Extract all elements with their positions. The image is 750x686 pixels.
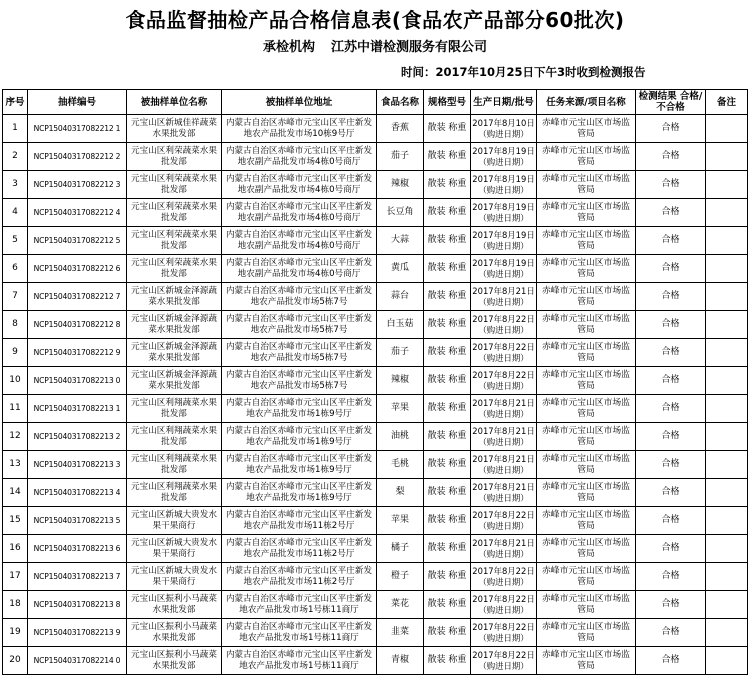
cell-no: 6	[3, 255, 28, 283]
cell-unit-address: 内蒙古自治区赤峰市元宝山区平庄新发地农产品批发市场11栋2号厅	[222, 535, 377, 563]
cell-sample-code: NCP15040317082212 6	[28, 255, 127, 283]
table-row	[3, 535, 748, 563]
cell-source: 赤峰市元宝山区市场监管局	[537, 535, 636, 563]
col-header-food: 食品名称	[377, 90, 424, 115]
cell-result: 合格	[636, 563, 706, 591]
cell-note	[706, 339, 748, 367]
cell-note	[706, 115, 748, 143]
cell-result: 合格	[636, 535, 706, 563]
cell-spec: 散装 称重	[424, 311, 471, 339]
cell-source: 赤峰市元宝山区市场监管局	[537, 311, 636, 339]
cell-sample-code: NCP15040317082213 1	[28, 395, 127, 423]
cell-source: 赤峰市元宝山区市场监管局	[537, 227, 636, 255]
cell-result: 合格	[636, 423, 706, 451]
cell-spec: 散装 称重	[424, 535, 471, 563]
cell-result: 合格	[636, 115, 706, 143]
cell-no: 18	[3, 591, 28, 619]
report-time: 时间：2017年10月25日下午3时收到检测报告	[401, 65, 646, 79]
cell-unit-name: 元宝山区利荣蔬菜水果批发部	[127, 171, 222, 199]
cell-date: 2017年8月21日（购进日期）	[471, 535, 537, 563]
cell-food-name: 毛桃	[377, 451, 424, 479]
table-row	[3, 171, 748, 199]
table-row	[3, 143, 748, 171]
cell-note	[706, 535, 748, 563]
cell-unit-address: 内蒙古自治区赤峰市元宝山区平庄新发地农产品批发市场1号栋11商厅	[222, 647, 377, 675]
cell-date: 2017年8月22日（购进日期）	[471, 367, 537, 395]
cell-food-name: 黄瓜	[377, 255, 424, 283]
cell-sample-code: NCP15040317082212 3	[28, 171, 127, 199]
inspection-org	[0, 36, 750, 55]
cell-sample-code: NCP15040317082212 1	[28, 115, 127, 143]
col-header-date: 生产日期/批号	[471, 90, 537, 115]
cell-note	[706, 479, 748, 507]
page-title: 食品监督抽检产品合格信息表(食品农产品部分60批次)	[125, 8, 625, 32]
cell-unit-address: 内蒙古自治区赤峰市元宝山区平庄新发地农产品批发市场1栋9号厅	[222, 479, 377, 507]
cell-spec: 散装 称重	[424, 619, 471, 647]
table-row	[3, 479, 748, 507]
cell-unit-address: 内蒙古自治区赤峰市元宝山区平庄新发地农产品批发市场5栋7号	[222, 283, 377, 311]
cell-food-name: 韭菜	[377, 619, 424, 647]
cell-no: 14	[3, 479, 28, 507]
cell-result: 合格	[636, 367, 706, 395]
cell-unit-name: 元宝山区新城佳祥蔬菜水果批发部	[127, 115, 222, 143]
cell-note	[706, 171, 748, 199]
cell-spec: 散装 称重	[424, 395, 471, 423]
cell-unit-name: 元宝山区利翔蔬菜水果批发部	[127, 395, 222, 423]
cell-spec: 散装 称重	[424, 339, 471, 367]
cell-unit-name: 元宝山区新城金泽源蔬菜水果批发部	[127, 311, 222, 339]
cell-food-name: 长豆角	[377, 199, 424, 227]
cell-date: 2017年8月21日（购进日期）	[471, 479, 537, 507]
cell-unit-address: 内蒙古自治区赤峰市元宝山区平庄新发地农产品批发市场1栋9号厅	[222, 395, 377, 423]
cell-unit-address: 内蒙古自治区赤峰市元宝山区平庄新发地农副产品批发市场4栋0号商厅	[222, 227, 377, 255]
cell-unit-address: 内蒙古自治区赤峰市元宝山区平庄新发地农产品批发市场11栋2号厅	[222, 563, 377, 591]
cell-unit-name: 元宝山区利荣蔬菜水果批发部	[127, 227, 222, 255]
cell-result: 合格	[636, 255, 706, 283]
cell-date: 2017年8月21日（购进日期）	[471, 395, 537, 423]
cell-sample-code: NCP15040317082213 6	[28, 535, 127, 563]
cell-unit-name: 元宝山区新城金泽源蔬菜水果批发部	[127, 367, 222, 395]
cell-note	[706, 507, 748, 535]
cell-result: 合格	[636, 283, 706, 311]
col-header-code: 抽样编号	[28, 90, 127, 115]
cell-spec: 散装 称重	[424, 563, 471, 591]
cell-note	[706, 143, 748, 171]
cell-unit-name: 元宝山区振利小马蔬菜水果批发部	[127, 619, 222, 647]
cell-unit-address: 内蒙古自治区赤峰市元宝山区平庄新发地农产品批发市场5栋7号	[222, 367, 377, 395]
cell-source: 赤峰市元宝山区市场监管局	[537, 423, 636, 451]
cell-food-name: 橙子	[377, 563, 424, 591]
cell-note	[706, 423, 748, 451]
cell-source: 赤峰市元宝山区市场监管局	[537, 647, 636, 675]
col-header-note: 备注	[706, 90, 748, 115]
cell-spec: 散装 称重	[424, 227, 471, 255]
cell-food-name: 白玉菇	[377, 311, 424, 339]
cell-sample-code: NCP15040317082212 9	[28, 339, 127, 367]
cell-unit-address: 内蒙古自治区赤峰市元宝山区平庄新发地农副产品批发市场4栋0号商厅	[222, 199, 377, 227]
cell-sample-code: NCP15040317082212 4	[28, 199, 127, 227]
cell-source: 赤峰市元宝山区市场监管局	[537, 171, 636, 199]
cell-date: 2017年8月19日（购进日期）	[471, 143, 537, 171]
table-row	[3, 451, 748, 479]
cell-food-name: 蒜台	[377, 283, 424, 311]
cell-sample-code: NCP15040317082212 2	[28, 143, 127, 171]
cell-food-name: 香蕉	[377, 115, 424, 143]
cell-unit-address: 内蒙古自治区赤峰市元宝山区平庄新发地农产品批发市场10栋9号厅	[222, 115, 377, 143]
cell-spec: 散装 称重	[424, 451, 471, 479]
cell-note	[706, 563, 748, 591]
cell-unit-name: 元宝山区利荣蔬菜水果批发部	[127, 199, 222, 227]
cell-unit-name: 元宝山区利翔蔬菜水果批发部	[127, 423, 222, 451]
cell-no: 10	[3, 367, 28, 395]
cell-unit-name: 元宝山区振利小马蔬菜水果批发部	[127, 591, 222, 619]
cell-date: 2017年8月22日（购进日期）	[471, 647, 537, 675]
cell-no: 8	[3, 311, 28, 339]
cell-no: 7	[3, 283, 28, 311]
cell-note	[706, 619, 748, 647]
cell-note	[706, 311, 748, 339]
cell-result: 合格	[636, 171, 706, 199]
cell-unit-name: 元宝山区利荣蔬菜水果批发部	[127, 255, 222, 283]
cell-food-name: 油桃	[377, 423, 424, 451]
cell-no: 5	[3, 227, 28, 255]
cell-spec: 散装 称重	[424, 423, 471, 451]
cell-note	[706, 255, 748, 283]
cell-result: 合格	[636, 395, 706, 423]
cell-date: 2017年8月19日（购进日期）	[471, 199, 537, 227]
cell-result: 合格	[636, 199, 706, 227]
header-row	[3, 90, 748, 115]
cell-sample-code: NCP15040317082212 8	[28, 311, 127, 339]
cell-note	[706, 591, 748, 619]
cell-unit-address: 内蒙古自治区赤峰市元宝山区平庄新发地农产品批发市场5栋7号	[222, 339, 377, 367]
cell-date: 2017年8月22日（购进日期）	[471, 339, 537, 367]
table-row	[3, 311, 748, 339]
cell-date: 2017年8月10日（购进日期）	[471, 115, 537, 143]
cell-unit-address: 内蒙古自治区赤峰市元宝山区平庄新发地农副产品批发市场4栋0号商厅	[222, 171, 377, 199]
cell-food-name: 茄子	[377, 339, 424, 367]
cell-source: 赤峰市元宝山区市场监管局	[537, 367, 636, 395]
cell-food-name: 辣椒	[377, 367, 424, 395]
cell-date: 2017年8月22日（购进日期）	[471, 591, 537, 619]
cell-source: 赤峰市元宝山区市场监管局	[537, 395, 636, 423]
cell-note	[706, 367, 748, 395]
cell-unit-address: 内蒙古自治区赤峰市元宝山区平庄新发地农产品批发市场1号栋11商厅	[222, 619, 377, 647]
col-header-no: 序号	[3, 90, 28, 115]
col-header-spec: 规格型号	[424, 90, 471, 115]
cell-unit-address: 内蒙古自治区赤峰市元宝山区平庄新发地农产品批发市场5栋7号	[222, 311, 377, 339]
cell-sample-code: NCP15040317082212 7	[28, 283, 127, 311]
cell-sample-code: NCP15040317082212 5	[28, 227, 127, 255]
cell-source: 赤峰市元宝山区市场监管局	[537, 563, 636, 591]
table-row	[3, 507, 748, 535]
cell-unit-name: 元宝山区利翔蔬菜水果批发部	[127, 479, 222, 507]
cell-unit-name: 元宝山区新城大贵发水果干果商行	[127, 507, 222, 535]
cell-source: 赤峰市元宝山区市场监管局	[537, 283, 636, 311]
table-row	[3, 199, 748, 227]
cell-no: 11	[3, 395, 28, 423]
cell-no: 2	[3, 143, 28, 171]
cell-no: 15	[3, 507, 28, 535]
cell-spec: 散装 称重	[424, 115, 471, 143]
cell-unit-address: 内蒙古自治区赤峰市元宝山区平庄新发地农产品批发市场1号栋11商厅	[222, 591, 377, 619]
cell-unit-name: 元宝山区新城大贵发水果干果商行	[127, 535, 222, 563]
cell-sample-code: NCP15040317082213 9	[28, 619, 127, 647]
cell-sample-code: NCP15040317082213 0	[28, 367, 127, 395]
cell-unit-address: 内蒙古自治区赤峰市元宝山区平庄新发地农副产品批发市场4栋0号商厅	[222, 255, 377, 283]
table-row	[3, 255, 748, 283]
cell-spec: 散装 称重	[424, 507, 471, 535]
cell-food-name: 梨	[377, 479, 424, 507]
cell-note	[706, 451, 748, 479]
cell-date: 2017年8月19日（购进日期）	[471, 171, 537, 199]
table-row	[3, 647, 748, 675]
cell-spec: 散装 称重	[424, 283, 471, 311]
cell-spec: 散装 称重	[424, 647, 471, 675]
cell-no: 17	[3, 563, 28, 591]
cell-sample-code: NCP15040317082213 8	[28, 591, 127, 619]
cell-note	[706, 227, 748, 255]
cell-spec: 散装 称重	[424, 199, 471, 227]
table-header	[3, 90, 748, 115]
cell-food-name: 青椒	[377, 647, 424, 675]
cell-sample-code: NCP15040317082213 4	[28, 479, 127, 507]
cell-no: 4	[3, 199, 28, 227]
col-header-source: 任务来源/项目名称	[537, 90, 636, 115]
cell-result: 合格	[636, 479, 706, 507]
cell-date: 2017年8月21日（购进日期）	[471, 451, 537, 479]
cell-date: 2017年8月19日（购进日期）	[471, 255, 537, 283]
cell-unit-address: 内蒙古自治区赤峰市元宝山区平庄新发地农产品批发市场11栋2号厅	[222, 507, 377, 535]
cell-sample-code: NCP15040317082213 2	[28, 423, 127, 451]
table-row	[3, 619, 748, 647]
col-header-address: 被抽样单位地址	[222, 90, 377, 115]
table-row	[3, 395, 748, 423]
cell-no: 1	[3, 115, 28, 143]
cell-spec: 散装 称重	[424, 171, 471, 199]
cell-spec: 散装 称重	[424, 367, 471, 395]
table-row	[3, 423, 748, 451]
cell-unit-name: 元宝山区利翔蔬菜水果批发部	[127, 451, 222, 479]
cell-no: 19	[3, 619, 28, 647]
cell-source: 赤峰市元宝山区市场监管局	[537, 255, 636, 283]
cell-result: 合格	[636, 647, 706, 675]
table-body	[3, 115, 748, 675]
cell-result: 合格	[636, 311, 706, 339]
cell-no: 9	[3, 339, 28, 367]
cell-source: 赤峰市元宝山区市场监管局	[537, 451, 636, 479]
cell-result: 合格	[636, 507, 706, 535]
cell-food-name: 辣椒	[377, 171, 424, 199]
cell-unit-name: 元宝山区新城大贵发水果干果商行	[127, 563, 222, 591]
inspection-table	[2, 89, 748, 675]
cell-date: 2017年8月21日（购进日期）	[471, 423, 537, 451]
cell-spec: 散装 称重	[424, 479, 471, 507]
org-label: 承检机构	[262, 40, 315, 55]
cell-date: 2017年8月19日（购进日期）	[471, 227, 537, 255]
col-header-result: 检测结果 合格/不合格	[636, 90, 706, 115]
cell-date: 2017年8月22日（购进日期）	[471, 311, 537, 339]
cell-food-name: 苹果	[377, 395, 424, 423]
cell-no: 12	[3, 423, 28, 451]
cell-no: 20	[3, 647, 28, 675]
cell-result: 合格	[636, 619, 706, 647]
cell-date: 2017年8月22日（购进日期）	[471, 563, 537, 591]
cell-note	[706, 647, 748, 675]
table-row	[3, 591, 748, 619]
cell-unit-address: 内蒙古自治区赤峰市元宝山区平庄新发地农产品批发市场1栋9号厅	[222, 423, 377, 451]
cell-no: 13	[3, 451, 28, 479]
cell-food-name: 菜花	[377, 591, 424, 619]
cell-unit-name: 元宝山区振利小马蔬菜水果批发部	[127, 647, 222, 675]
cell-food-name: 大蒜	[377, 227, 424, 255]
cell-sample-code: NCP15040317082213 7	[28, 563, 127, 591]
table-row	[3, 339, 748, 367]
cell-source: 赤峰市元宝山区市场监管局	[537, 143, 636, 171]
cell-source: 赤峰市元宝山区市场监管局	[537, 339, 636, 367]
cell-food-name: 茄子	[377, 143, 424, 171]
cell-date: 2017年8月22日（购进日期）	[471, 507, 537, 535]
cell-note	[706, 283, 748, 311]
cell-unit-name: 元宝山区利荣蔬菜水果批发部	[127, 143, 222, 171]
cell-source: 赤峰市元宝山区市场监管局	[537, 619, 636, 647]
org-name: 江苏中谱检测服务有限公司	[331, 40, 488, 55]
cell-source: 赤峰市元宝山区市场监管局	[537, 507, 636, 535]
cell-result: 合格	[636, 227, 706, 255]
cell-spec: 散装 称重	[424, 255, 471, 283]
table-row	[3, 367, 748, 395]
cell-sample-code: NCP15040317082213 3	[28, 451, 127, 479]
cell-no: 16	[3, 535, 28, 563]
cell-note	[706, 199, 748, 227]
cell-spec: 散装 称重	[424, 143, 471, 171]
table-row	[3, 563, 748, 591]
cell-result: 合格	[636, 591, 706, 619]
col-header-unit: 被抽样单位名称	[127, 90, 222, 115]
cell-source: 赤峰市元宝山区市场监管局	[537, 115, 636, 143]
cell-note	[706, 395, 748, 423]
cell-food-name: 橘子	[377, 535, 424, 563]
cell-no: 3	[3, 171, 28, 199]
cell-food-name: 苹果	[377, 507, 424, 535]
cell-source: 赤峰市元宝山区市场监管局	[537, 479, 636, 507]
cell-date: 2017年8月21日（购进日期）	[471, 283, 537, 311]
cell-unit-address: 内蒙古自治区赤峰市元宝山区平庄新发地农副产品批发市场4栋0号商厅	[222, 143, 377, 171]
cell-unit-name: 元宝山区新城金泽源蔬菜水果批发部	[127, 283, 222, 311]
cell-sample-code: NCP15040317082213 5	[28, 507, 127, 535]
table-row	[3, 283, 748, 311]
cell-date: 2017年8月22日（购进日期）	[471, 619, 537, 647]
cell-source: 赤峰市元宝山区市场监管局	[537, 591, 636, 619]
cell-result: 合格	[636, 339, 706, 367]
cell-unit-name: 元宝山区新城金泽源蔬菜水果批发部	[127, 339, 222, 367]
cell-sample-code: NCP15040317082214 0	[28, 647, 127, 675]
table-row	[3, 227, 748, 255]
cell-result: 合格	[636, 451, 706, 479]
table-row	[3, 115, 748, 143]
cell-unit-address: 内蒙古自治区赤峰市元宝山区平庄新发地农产品批发市场1栋9号厅	[222, 451, 377, 479]
cell-source: 赤峰市元宝山区市场监管局	[537, 199, 636, 227]
cell-spec: 散装 称重	[424, 591, 471, 619]
cell-result: 合格	[636, 143, 706, 171]
